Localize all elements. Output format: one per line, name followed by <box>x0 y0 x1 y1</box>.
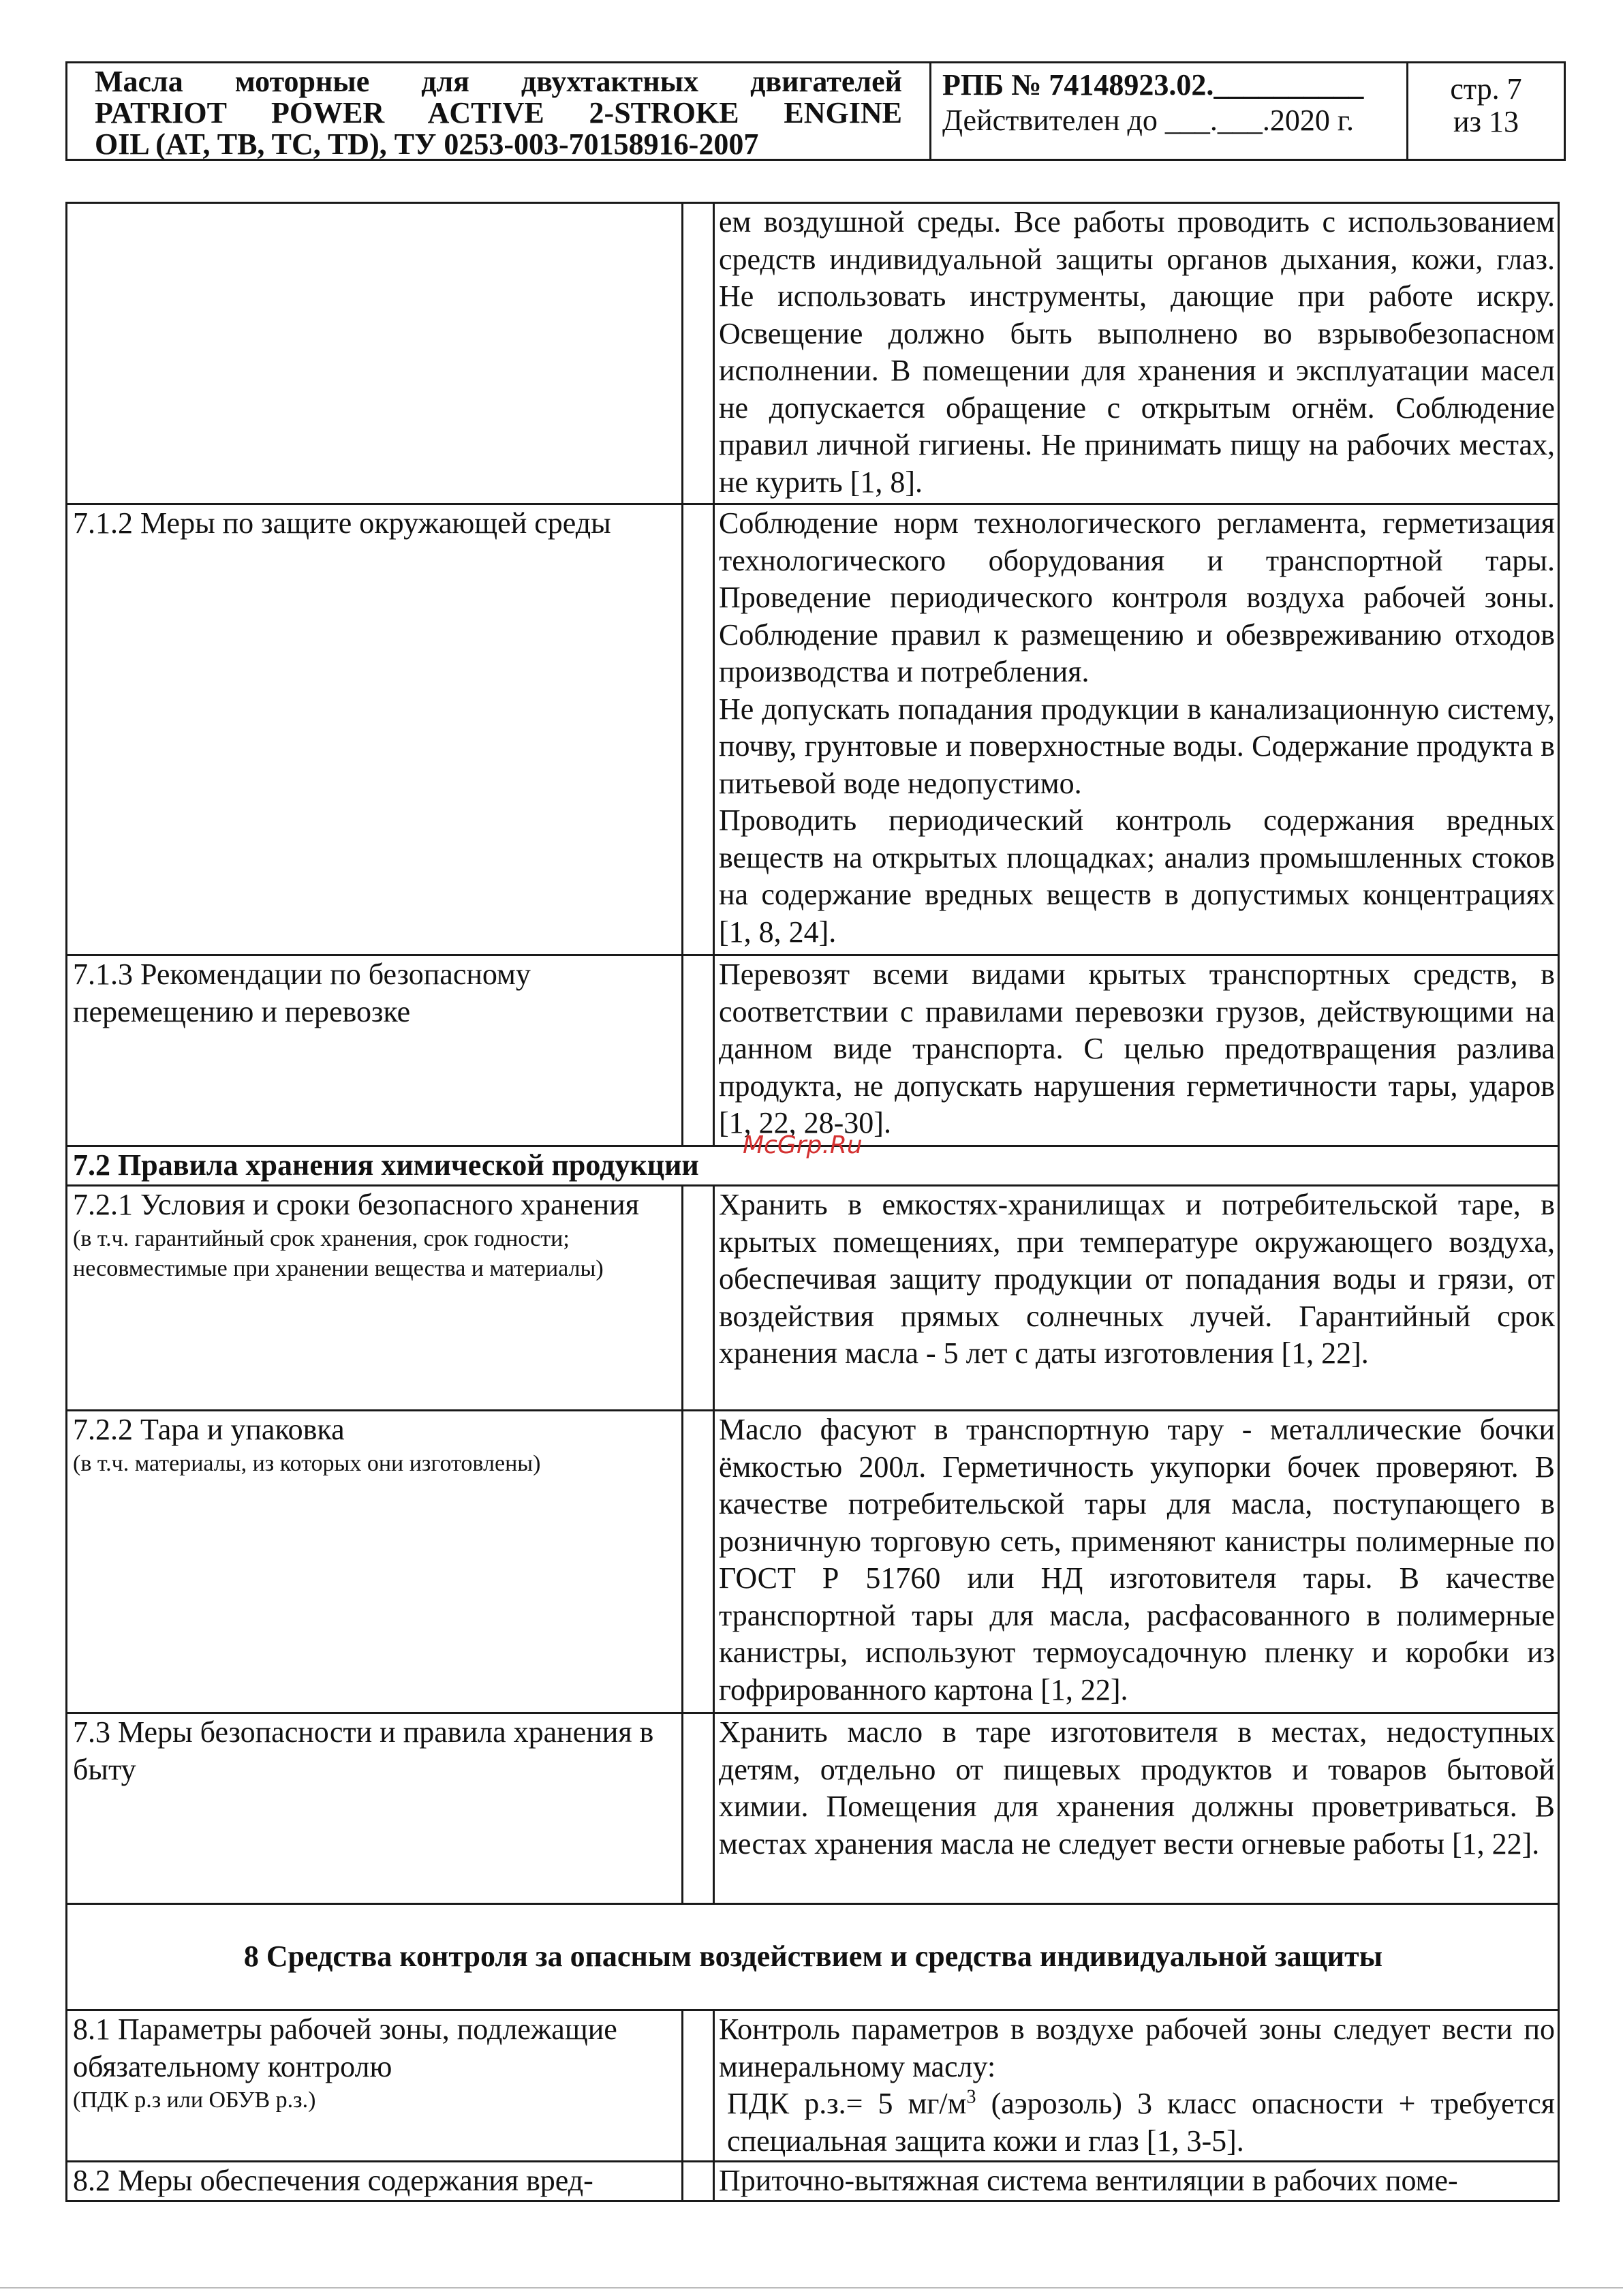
page-number <box>1408 63 1564 159</box>
row-712-text: Соблюдение норм технологического регламента, герметизация технологического оборудования и транспортной тары. Проведение периодического контроля воздуха рабочей зоны. Соблюдение правил к размещению и обезвреживанию отходов производства и потребления. Не допускать попадания продукции в канализационную систему, почву, грунтовые и поверхностные воды. Содержание продукта в питьевой воде недопустимо. Проводить периодический контроль содержания вредных веществ на открытых площадках; анализ промышленных стоков на содержание вредных веществ в допустимых концентрациях [1, 8, 24]. <box>714 504 1559 955</box>
row-73-text: Хранить масло в таре изготовителя в местах, недоступных детям, отдельно от пищевых продуктов и товаров бытовой химии. Помещения для хранения должны проветриваться. В местах хранения масла не следует вести огневые работы [1, 22]. <box>714 1713 1559 1904</box>
valid-until: Действителен до ___.___.2020 г. <box>942 104 1354 137</box>
table-row <box>67 1186 1559 1411</box>
table-row <box>67 955 1559 1146</box>
document-header <box>65 61 1566 161</box>
safety-table <box>65 202 1560 2202</box>
title-line-1: Масла моторные для двухтактных двигателей <box>95 65 902 98</box>
row-81-text: Контроль параметров в воздухе рабочей зоны следует вести по минеральному маслу: ПДК р.з.= 5 $мг/м^3$ (аэрозоль) 3 класс опасности + требуется специальная защита кожи и глаз [1, 3-5]. <box>714 2010 1559 2162</box>
rpb-number: РПБ № 74148923.02.__________ <box>942 68 1364 102</box>
row-0-text: ем воздушной среды. Все работы проводить с использованием средств индивидуальной защиты органов дыхания, кожи, глаз. Не использовать инструменты, дающие при работе искру. Освещение должно быть выполнено во взрывобезопасном исполнении. В помещении для хранения и эксплуатации масел не допускается обращение с открытым огнём. Соблюдение правил личной гигиены. Не принимать пищу на рабочих местах, не курить [1, 8]. <box>714 203 1559 504</box>
row-82-text: Приточно-вытяжная система вентиляции в рабочих поме- <box>714 2162 1559 2201</box>
row-721-label: 7.2.1 Условия и сроки безопасного хранения (в т.ч. гарантийный срок хранения, срок годности; несовместимые при хранении вещества и материалы) <box>67 1186 683 1411</box>
page-bottom-divider <box>0 2287 1623 2289</box>
table-row <box>67 1411 1559 1713</box>
table-row <box>67 2162 1559 2201</box>
registration-info <box>931 63 1408 159</box>
table-row <box>67 1713 1559 1904</box>
table-row <box>67 504 1559 955</box>
title-line-3: OIL (AT, TB, TC, TD), ТУ 0253-003-70158916-2007 <box>95 127 759 161</box>
row-73-label: 7.3 Меры безопасности и правила хранения в быту <box>67 1713 683 1904</box>
table-row <box>67 203 1559 504</box>
row-82-label: 8.2 Меры обеспечения содержания вред- <box>67 2162 683 2201</box>
row-722-label: 7.2.2 Тара и упаковка (в т.ч. материалы, из которых они изготовлены) <box>67 1411 683 1713</box>
row-722-text: Масло фасуют в транспортную тару - металлические бочки ёмкостью 200л. Герметичность укупорки бочек проверяют. В качестве потребительской тары для масла, поступающего в розничную торговую сеть, применяют канистры полимерные по ГОСТ Р 51760 или НД изготовителя тары. В качестве транспортной тары для масла, расфасованного в полимерные канистры, используют термоусадочную пленку и коробки из гофрированного картона [1, 22]. <box>714 1411 1559 1713</box>
section-row <box>67 1904 1559 2010</box>
row-713-text: Перевозят всеми видами крытых транспортных средств, в соответствии с правилами перевозки грузов, действующими на данном виде транспорта. С целью предотвращения разлива продукта, не допускать нарушения герметичности тары, ударов [1, 22, 28-30]. <box>714 955 1559 1146</box>
row-713-label: 7.1.3 Рекомендации по безопасному перемещению и перевозке <box>67 955 683 1146</box>
page-number-total: из 13 <box>1453 105 1519 138</box>
row-721-text: Хранить в емкостях-хранилищах и потребительской таре, в крытых помещениях, при температуре окружающего воздуха, обеспечивая защиту продукции от попадания воды и грязи, от воздействия прямых солнечных лучей. Гарантийный срок хранения масла - 5 лет с даты изготовления [1, 22]. <box>714 1186 1559 1411</box>
table-row <box>67 2010 1559 2162</box>
title-line-2: PATRIOT POWER ACTIVE 2-STROKE ENGINE <box>95 96 902 129</box>
product-title <box>67 63 931 159</box>
section-8-title: 8 Средства контроля за опасным воздействием и средства индивидуальной защиты <box>67 1904 1559 2010</box>
row-81-label: 8.1 Параметры рабочей зоны, подлежащие обязательному контролю (ПДК р.з или ОБУВ р.з.) <box>67 2010 683 2162</box>
page-number-current: стр. 7 <box>1450 72 1522 106</box>
row-712-label: 7.1.2 Меры по защите окружающей среды <box>67 504 683 955</box>
watermark: McGrp.Ru <box>743 1131 863 1159</box>
section-7-2-title: 7.2 Правила хранения химической продукции <box>67 1146 1559 1186</box>
